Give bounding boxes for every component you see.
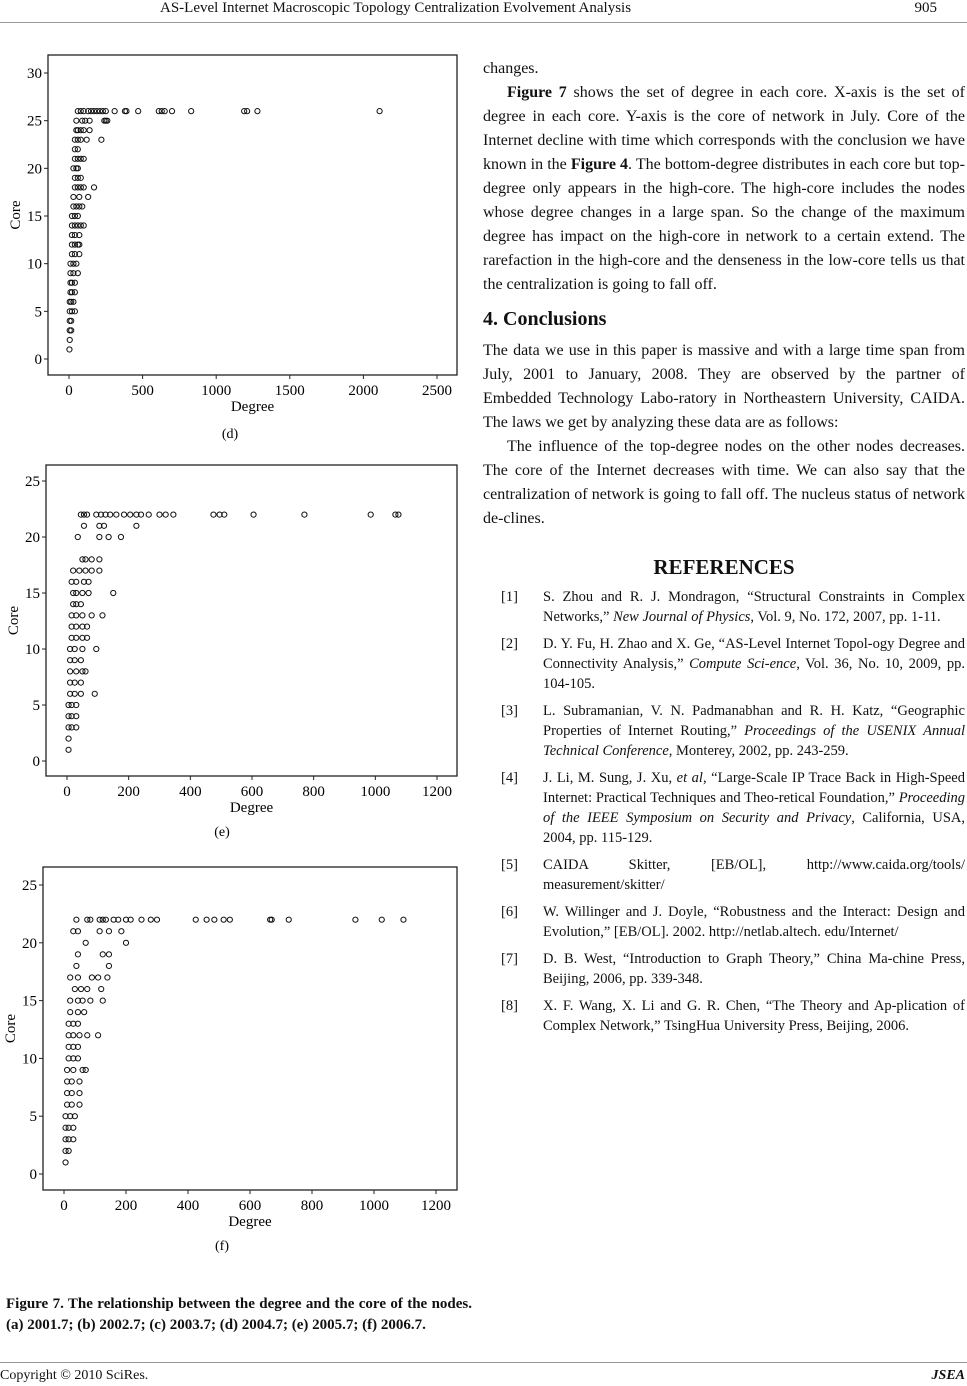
data-point bbox=[65, 1067, 70, 1072]
data-point bbox=[96, 975, 101, 980]
italic-text: Compute Sci-ence bbox=[689, 656, 797, 672]
data-point bbox=[85, 1033, 90, 1038]
data-point bbox=[204, 917, 209, 922]
data-point bbox=[193, 917, 198, 922]
reference-number: [1] bbox=[501, 589, 518, 605]
data-point bbox=[77, 1090, 82, 1095]
x-tick-label: 1000 bbox=[201, 383, 232, 399]
paragraph bbox=[483, 435, 965, 531]
text: The influence of the top-degree nodes on the other nodes decreases. The core of the Internet decreases with time. We can also say that the centralization of network is going to fall off. The nucleus status of network de-clines. bbox=[483, 438, 965, 527]
y-axis-label: Core bbox=[3, 1013, 19, 1044]
data-point bbox=[68, 1010, 73, 1015]
data-point bbox=[68, 975, 73, 980]
reference-number: [7] bbox=[501, 951, 518, 967]
y-tick-label: 5 bbox=[34, 304, 42, 321]
text: , “Large-Scale IP Trace Back in High-Speed Internet: Practical Techniques and Theo-retical Foundation,” bbox=[543, 770, 965, 806]
x-tick-label: 1200 bbox=[422, 784, 452, 800]
figure-caption: Figure 7. The relationship between the degree and the core of the nodes. (a) 2001.7; (b) 2002.7; (c) 2003.7; (d) 2004.7; (e) 2005.7; (f) 2006.7. bbox=[6, 1296, 472, 1333]
y-tick-label: 15 bbox=[25, 586, 40, 602]
data-point bbox=[74, 963, 79, 968]
y-tick-label: 10 bbox=[25, 642, 40, 658]
x-tick-label: 1200 bbox=[421, 1198, 451, 1214]
data-point bbox=[139, 917, 144, 922]
italic-text: New Journal of Physics bbox=[613, 609, 751, 625]
y-tick-label: 5 bbox=[29, 1109, 37, 1126]
data-point bbox=[75, 952, 80, 957]
copyright: Copyright © 2010 SciRes. bbox=[0, 1368, 149, 1383]
panel-label: (f) bbox=[215, 1239, 229, 1254]
x-tick-label: 600 bbox=[238, 1198, 262, 1214]
data-point bbox=[221, 917, 226, 922]
reference-item bbox=[483, 855, 965, 895]
data-point bbox=[96, 1033, 101, 1038]
panel-label: (d) bbox=[221, 427, 239, 442]
data-point bbox=[75, 975, 80, 980]
data-point bbox=[123, 940, 128, 945]
y-tick-label: 10 bbox=[22, 1051, 37, 1068]
x-tick-label: 1500 bbox=[274, 383, 305, 399]
data-point bbox=[77, 1033, 82, 1038]
data-point bbox=[83, 940, 88, 945]
y-axis-label: Core bbox=[8, 200, 24, 230]
data-point bbox=[85, 986, 90, 991]
plot-frame bbox=[43, 867, 457, 1190]
page-number: 905 bbox=[914, 0, 937, 16]
data-point bbox=[77, 1079, 82, 1084]
reference-list bbox=[483, 587, 965, 1036]
x-axis-label: Degree bbox=[229, 800, 274, 816]
reference-item bbox=[483, 587, 965, 627]
data-point bbox=[78, 986, 83, 991]
y-tick-label: 20 bbox=[25, 530, 40, 546]
running-title: AS-Level Internet Macroscopic Topology Centralization Evolvement Analysis bbox=[160, 0, 632, 16]
data-point bbox=[99, 986, 104, 991]
data-point bbox=[97, 929, 102, 934]
data-point bbox=[353, 917, 358, 922]
reference-item bbox=[483, 768, 965, 848]
x-tick-label: 1000 bbox=[360, 784, 391, 800]
data-point bbox=[100, 952, 105, 957]
reference-item bbox=[483, 996, 965, 1036]
data-point bbox=[82, 1010, 87, 1015]
x-axis-label: Degree bbox=[230, 399, 275, 415]
reference-number: [4] bbox=[501, 770, 518, 786]
y-tick-label: 20 bbox=[22, 935, 37, 952]
reference-number: [5] bbox=[501, 857, 518, 873]
data-point bbox=[100, 998, 105, 1003]
reference-item bbox=[483, 634, 965, 694]
x-tick-label: 0 bbox=[65, 383, 73, 399]
data-point bbox=[71, 1067, 76, 1072]
y-tick-label: 25 bbox=[27, 113, 42, 130]
y-tick-label: 0 bbox=[29, 1167, 37, 1183]
x-tick-label: 400 bbox=[176, 1198, 200, 1214]
data-point bbox=[106, 929, 111, 934]
data-point bbox=[154, 917, 159, 922]
data-point bbox=[212, 917, 217, 922]
x-tick-label: 200 bbox=[117, 784, 140, 800]
data-point bbox=[88, 998, 93, 1003]
x-tick-label: 0 bbox=[60, 1198, 68, 1214]
reference-number: [2] bbox=[501, 636, 518, 652]
section-heading: 4. Conclusions bbox=[483, 308, 607, 330]
x-tick-label: 1000 bbox=[359, 1198, 389, 1214]
text: CAIDA Skitter, [EB/OL], http://www.caida.org/tools/ measurement/skitter/ bbox=[543, 857, 965, 893]
reference-item bbox=[483, 949, 965, 989]
text: D. B. West, “Introduction to Graph Theory,” China Ma-chine Press, Beijing, 2006, pp. 339-348. bbox=[543, 951, 965, 987]
reference-number: [8] bbox=[501, 998, 518, 1014]
bold-text: Figure 7 bbox=[507, 84, 567, 101]
text: X. F. Wang, X. Li and G. R. Chen, “The Theory and Ap-plication of Complex Network,” TsingHua University Press, Beijing, 2006. bbox=[543, 998, 965, 1034]
text: shows the set of degree in each core. X-axis is the set of degree in each core. Y-axis is the core of network in July. Core of the Internet decline with time which corresponds with the conclusion we have known in the bbox=[483, 84, 966, 173]
x-tick-label: 500 bbox=[131, 383, 154, 399]
y-tick-label: 10 bbox=[27, 256, 42, 273]
data-point bbox=[74, 917, 79, 922]
y-tick-label: 15 bbox=[27, 209, 42, 225]
data-point bbox=[68, 998, 73, 1003]
x-tick-label: 2000 bbox=[348, 383, 379, 399]
references-heading: REFERENCES bbox=[653, 555, 795, 579]
data-point bbox=[379, 917, 384, 922]
right-column bbox=[483, 57, 965, 1043]
data-point bbox=[77, 1102, 82, 1107]
y-tick-label: 30 bbox=[27, 66, 42, 82]
y-tick-label: 15 bbox=[22, 993, 37, 1010]
text: , Monterey, 2002, pp. 243-259. bbox=[668, 743, 849, 759]
x-tick-label: 600 bbox=[240, 784, 264, 800]
italic-text: et al bbox=[676, 770, 703, 786]
data-point bbox=[119, 929, 124, 934]
reference-number: [6] bbox=[501, 904, 518, 920]
paragraph bbox=[483, 339, 965, 435]
text: S. Zhou and R. J. Mondragon, “Structural Constraints in Complex Networks,” bbox=[543, 589, 965, 625]
x-tick-label: 800 bbox=[302, 784, 325, 800]
data-point bbox=[286, 917, 291, 922]
x-axis-label: Degree bbox=[228, 1214, 272, 1230]
reference-number: [3] bbox=[501, 703, 518, 719]
italic-text: Proceeding of the IEEE Symposium on Security and Privacy bbox=[543, 790, 965, 826]
text: , Vol. 36, No. 10, 2009, pp. 104-105. bbox=[543, 656, 965, 692]
data-point bbox=[401, 917, 406, 922]
bold-text: Figure 4 bbox=[570, 156, 629, 173]
text: , Vol. 9, No. 172, 2007, pp. 1-11. bbox=[750, 609, 941, 625]
x-tick-label: 800 bbox=[300, 1198, 324, 1214]
data-point bbox=[75, 1010, 80, 1015]
data-point bbox=[89, 975, 94, 980]
x-tick-label: 400 bbox=[179, 784, 202, 800]
reference-item bbox=[483, 701, 965, 761]
data-point bbox=[72, 986, 77, 991]
text: , California, USA, 2004, pp. 115-129. bbox=[543, 810, 965, 846]
y-tick-label: 25 bbox=[25, 474, 40, 490]
y-tick-label: 0 bbox=[34, 352, 42, 368]
x-tick-label: 200 bbox=[114, 1198, 138, 1214]
text: changes. bbox=[483, 60, 539, 77]
text: W. Willinger and J. Doyle, “Robustness and the Interact: Design and Evolution,” [EB/OL]. 2002. http://netlab.altech. edu/Internet/ bbox=[543, 904, 965, 940]
text: The data we use in this paper is massive and with a large time span from July, 2001 to January, 2008. They are observed by the partner of Embedded Technology Labo-ratory in Northeastern University, CAIDA. The laws we get by analyzing these data are as follows: bbox=[483, 342, 965, 431]
y-axis-label: Core bbox=[6, 605, 22, 636]
text: L. Subramanian, V. N. Padmanabhan and R. H. Katz, “Geographic Properties of Internet Routing,” bbox=[543, 703, 965, 739]
x-tick-label: 0 bbox=[63, 784, 71, 800]
y-tick-label: 0 bbox=[32, 754, 40, 770]
y-tick-label: 20 bbox=[27, 161, 42, 178]
y-tick-label: 25 bbox=[22, 878, 37, 894]
paragraph bbox=[483, 81, 965, 297]
panel-label: (e) bbox=[214, 825, 230, 840]
y-tick-label: 5 bbox=[32, 698, 40, 714]
x-tick-label: 2500 bbox=[422, 383, 452, 399]
text: D. Y. Fu, H. Zhao and X. Ge, “AS-Level Internet Topol-ogy Degree and Connectivity Analysis,” bbox=[543, 636, 965, 672]
data-point bbox=[148, 917, 153, 922]
reference-item bbox=[483, 902, 965, 942]
italic-text: Proceedings of the USENIX Annual Technical Conference bbox=[543, 723, 965, 759]
paragraph bbox=[483, 57, 965, 81]
journal-name: JSEA bbox=[931, 1368, 965, 1383]
data-point bbox=[106, 963, 111, 968]
text: J. Li, M. Sung, J. Xu, bbox=[543, 770, 677, 786]
data-point bbox=[63, 1160, 68, 1165]
footer-rule bbox=[0, 1362, 967, 1363]
data-point bbox=[105, 975, 110, 980]
data-point bbox=[227, 917, 232, 922]
data-point bbox=[106, 952, 111, 957]
text: . The bottom-degree distributes in each core but top-degree only appears in the high-core. The high-core includes the nodes whose degree changes in a large span. So the change of the maximum degree has impact on the high-core in network to a certain extend. The rarefaction in the high-core and the denseness in the low-core tells us that the centralization is going to fall off. bbox=[483, 156, 966, 293]
